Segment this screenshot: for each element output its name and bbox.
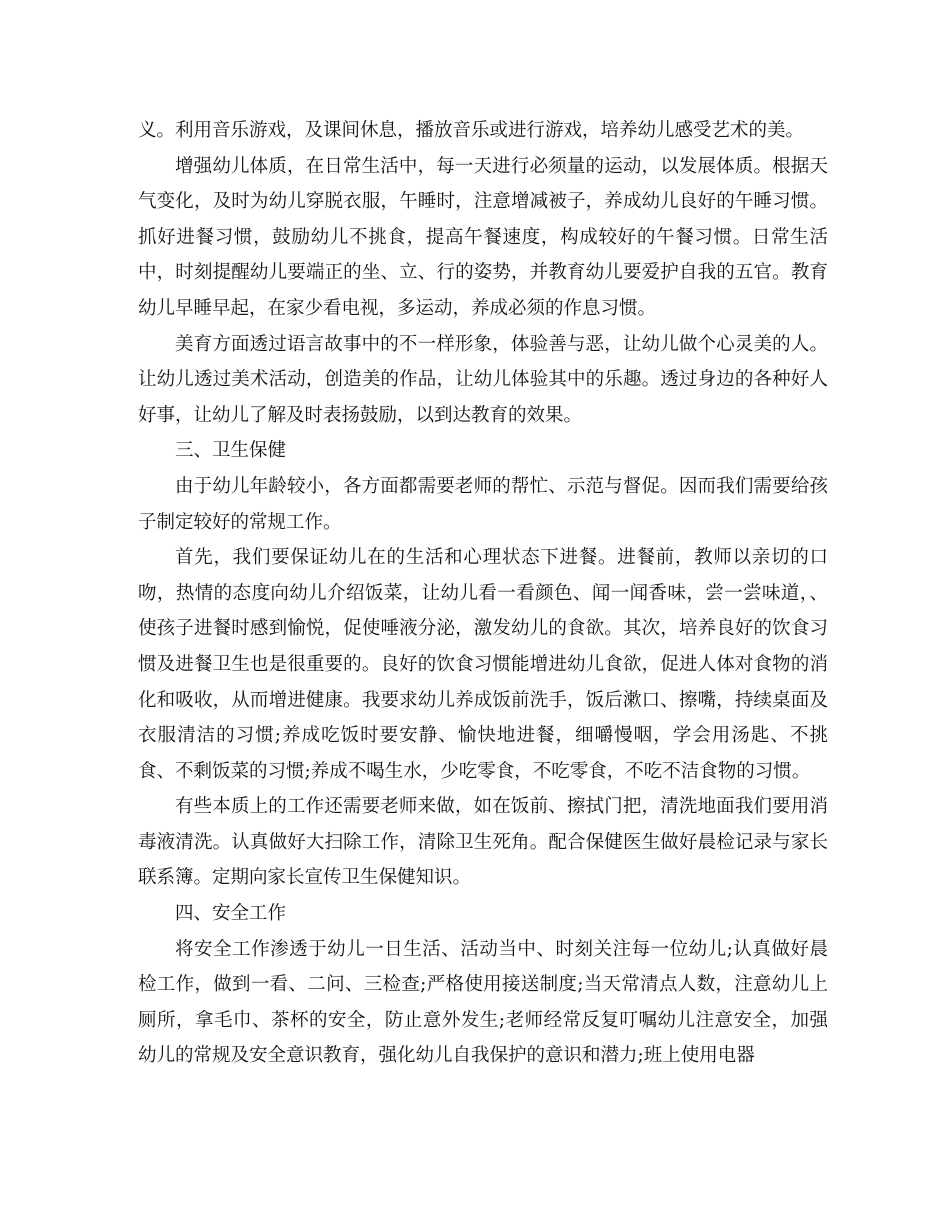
paragraph-hygiene-intro: 由于幼儿年龄较小，各方面都需要老师的帮忙、示范与督促。因而我们需要给孩子制定较好的常规工作。: [138, 475, 828, 533]
paragraph-meal-habits: 首先，我们要保证幼儿在的生活和心理状态下进餐。进餐前，教师以亲切的口吻，热情的态度向幼儿介绍饭菜，让幼儿看一看颜色、闻一闻香味，尝一尝味道，、使孩子进餐时感到愉悦，促使唾液分泌，激发幼儿的食欲。其次，培养良好的饮食习惯及进餐卫生也是很重要的。良好的饮食习惯能增进幼儿食欲，促进人体对食物的消化和吸收，从而增进健康。我要求幼儿养成饭前洗手，饭后漱口、擦嘴，持续桌面及衣服清洁的习惯;养成吃饭时要安静、愉快地进餐，细嚼慢咽，学会用汤匙、不挑食、不剩饭菜的习惯;养成不喝生水，少吃零食，不吃零食，不吃不洁食物的习惯。: [138, 547, 828, 782]
paragraph-aesthetic-education: 美育方面透过语言故事中的不一样形象，体验善与恶，让幼儿做个心灵美的人。让幼儿透过美术活动，创造美的作品，让幼儿体验其中的乐趣。透过身边的各种好人好事，让幼儿了解及时表扬鼓励，以到达教育的效果。: [138, 333, 828, 426]
section-heading-hygiene: 三、卫生保健: [175, 440, 287, 462]
paragraph-cleaning-work: 有些本质上的工作还需要老师来做，如在饭前、擦拭门把，清洗地面我们要用消毒液清洗。认真做好大扫除工作，清除卫生死角。配合保健医生做好晨检记录与家长联系簿。定期向家长宣传卫生保健知识。: [138, 796, 828, 889]
section-heading-safety: 四、安全工作: [175, 903, 287, 925]
paragraph-safety-work: 将安全工作渗透于幼儿一日生活、活动当中、时刻关注每一位幼儿;认真做好晨检工作，做到一看、二问、三检查;严格使用接送制度;当天常清点人数，注意幼儿上厕所，拿毛巾、茶杯的安全，防止意外发生;老师经常反复叮嘱幼儿注意安全，加强幼儿的常规及安全意识教育，强化幼儿自我保护的意识和潜力;班上使用电器: [138, 938, 828, 1067]
paragraph-music-games: 义。利用音乐游戏，及课间休息，播放音乐或进行游戏，培养幼儿感受艺术的美。: [138, 120, 805, 141]
document-body: [138, 113, 828, 1074]
paragraph-physical-health: 增强幼儿体质，在日常生活中，每一天进行必须量的运动，以发展体质。根据天气变化，及时为幼儿穿脱衣服，午睡时，注意增减被子，养成幼儿良好的午睡习惯。抓好进餐习惯，鼓励幼儿不挑食，提高午餐速度，构成较好的午餐习惯。日常生活中，时刻提醒幼儿要端正的坐、立、行的姿势，并教育幼儿要爱护自我的五官。教育幼儿早睡早起，在家少看电视，多运动，养成必须的作息习惯。: [138, 155, 828, 319]
